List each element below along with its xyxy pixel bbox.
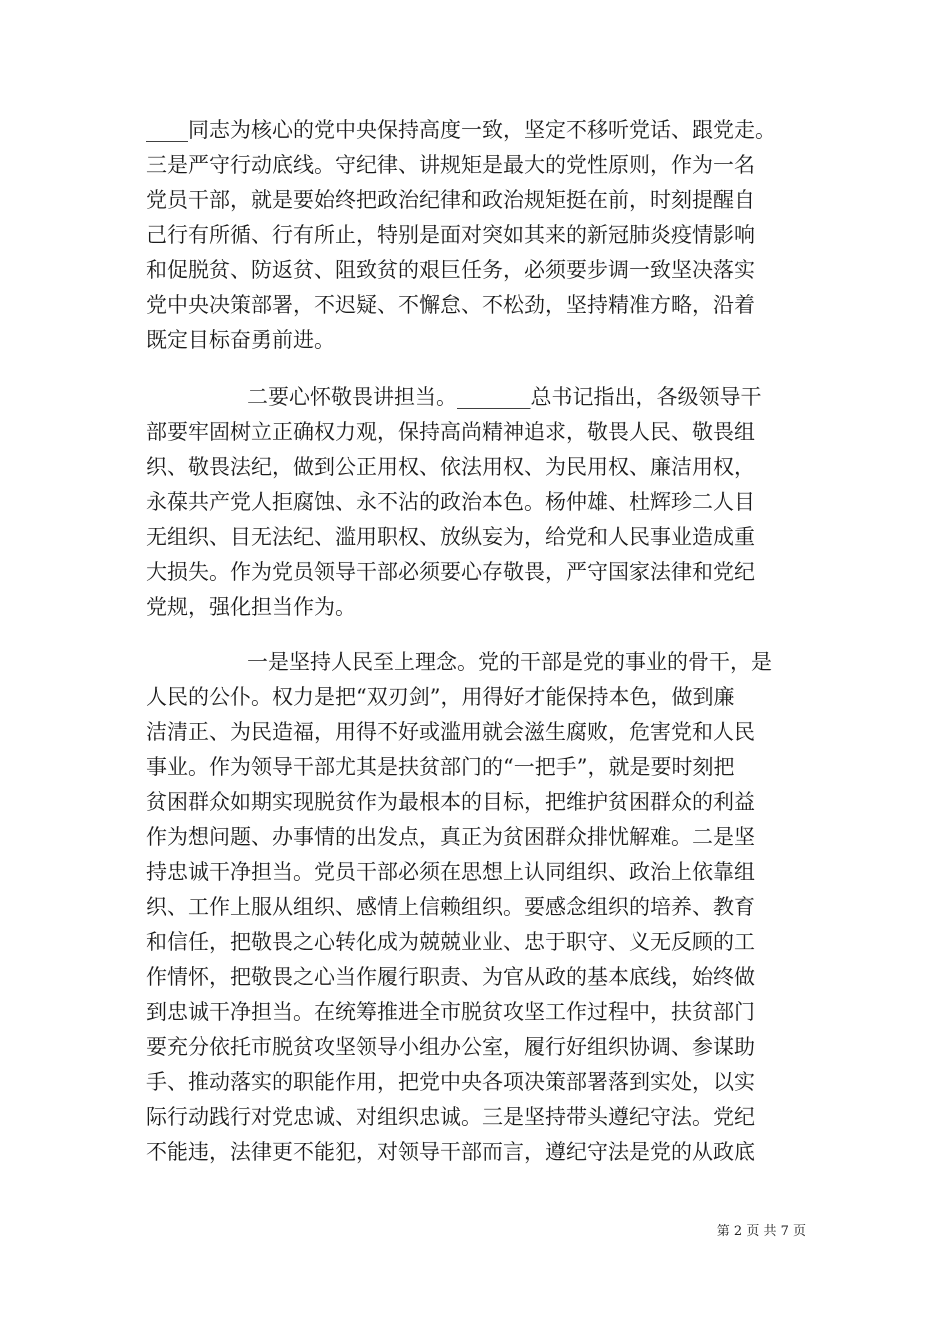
text-line: 部要牢固树立正确权力观，保持高尚精神追求，敬畏人民、敬畏组 <box>146 420 755 444</box>
text-line: 党中央决策部署，不迟疑、不懈怠、不松劲，坚持精准方略，沿着 <box>146 293 755 317</box>
page-number: 第 2 页 共 7 页 <box>716 1224 806 1239</box>
text-line: 持忠诚干净担当。党员干部必须在思想上认同组织、政治上依靠组 <box>146 860 755 884</box>
text-line: 要充分依托市脱贫攻坚领导小组办公室，履行好组织协调、参谋助 <box>146 1035 755 1059</box>
text-line: 手、推动落实的职能作用，把党中央各项决策部署落到实处，以实 <box>146 1070 755 1094</box>
text-line: 作情怀，把敬畏之心当作履行职责、为官从政的基本底线，始终做 <box>146 965 755 989</box>
text-line: 既定目标奋勇前进。 <box>146 328 335 352</box>
text-line: 党规，强化担当作为。 <box>146 595 356 619</box>
text-line: 到忠诚干净担当。在统筹推进全市脱贫攻坚工作过程中，扶贫部门 <box>146 1000 755 1024</box>
paragraph-heading-line: 一是坚持人民至上理念。党的干部是党的事业的骨干，是 <box>247 650 772 674</box>
text-line: ____同志为核心的党中央保持高度一致，坚定不移听党话、跟党走。 <box>146 118 776 142</box>
text-line: 贫困群众如期实现脱贫作为最根本的目标，把维护贫困群众的利益 <box>146 790 755 814</box>
text-line: 洁清正、为民造福，用得不好或滥用就会滋生腐败，危害党和人民 <box>146 720 755 744</box>
text-line: 织、工作上服从组织、感情上信赖组织。要感念组织的培养、教育 <box>146 895 755 919</box>
text-line: 事业。作为领导干部尤其是扶贫部门的“一把手”，就是要时刻把 <box>146 755 735 779</box>
text-line: 无组织、目无法纪、滥用职权、放纵妄为，给党和人民事业造成重 <box>146 525 755 549</box>
text-line: 永葆共产党人拒腐蚀、永不沾的政治本色。杨仲雄、杜辉珍二人目 <box>146 490 755 514</box>
text-line: 大损失。作为党员领导干部必须要心存敬畏，严守国家法律和党纪 <box>146 560 755 584</box>
text-line: 不能违，法律更不能犯，对领导干部而言，遵纪守法是党的从政底 <box>146 1140 755 1164</box>
text-line: 作为想问题、办事情的出发点，真正为贫困群众排忧解难。二是坚 <box>146 825 755 849</box>
text-line: 和促脱贫、防返贫、阻致贫的艰巨任务，必须要步调一致坚决落实 <box>146 258 755 282</box>
text-line: 织、敬畏法纪，做到公正用权、依法用权、为民用权、廉洁用权， <box>146 455 755 479</box>
paragraph-heading-line: 二要心怀敬畏讲担当。_______总书记指出，各级领导干 <box>247 385 762 409</box>
text-line: 和信任，把敬畏之心转化成为兢兢业业、忠于职守、义无反顾的工 <box>146 930 755 954</box>
text-line: 党员干部，就是要始终把政治纪律和政治规矩挺在前，时刻提醒自 <box>146 188 755 212</box>
text-line: 际行动践行对党忠诚、对组织忠诚。三是坚持带头遵纪守法。党纪 <box>146 1105 755 1129</box>
text-line: 三是严守行动底线。守纪律、讲规矩是最大的党性原则，作为一名 <box>146 153 755 177</box>
text-line: 己行有所循、行有所止，特别是面对突如其来的新冠肺炎疫情影响 <box>146 223 755 247</box>
text-line: 人民的公仆。权力是把“双刃剑”，用得好才能保持本色，做到廉 <box>146 685 735 709</box>
